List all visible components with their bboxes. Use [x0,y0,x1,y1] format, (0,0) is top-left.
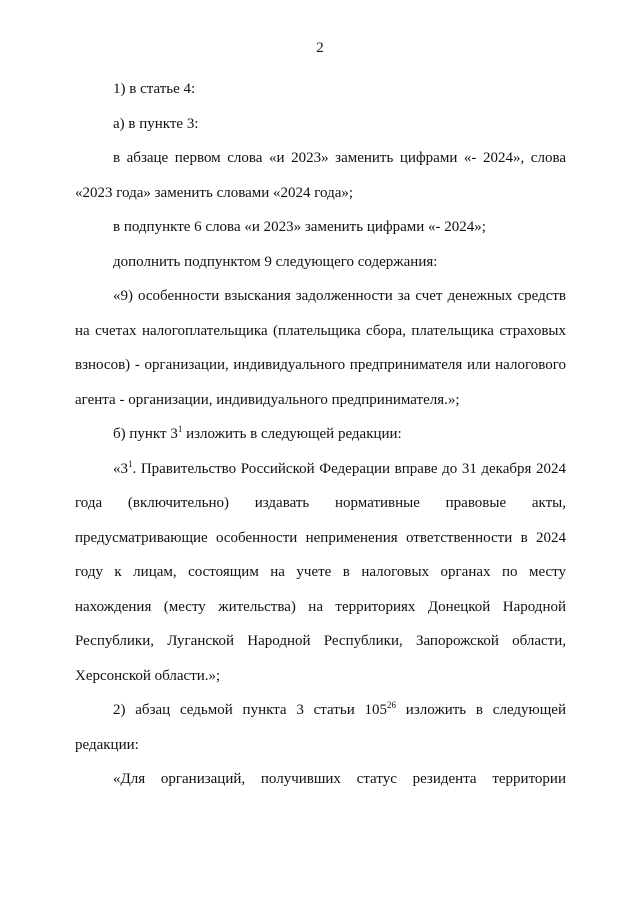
paragraph-article-105-26-after: изложить в следующей редакции: [75,702,566,753]
superscript-1: 1 [128,458,133,469]
paragraph-subitem-6: в подпункте 6 слова «и 2023» заменить цифрами «- 2024»; [113,219,486,235]
paragraph-organizations: «Для организаций, получивших статус резидента территории [113,771,566,787]
paragraph-item-3-1-text-before: «3 [113,460,128,477]
superscript-1: 1 [177,424,183,434]
paragraph-item-3: а) в пункте 3: [113,115,199,132]
paragraph-item-3-1-text [75,452,566,694]
paragraph-item-3-1-before: б) пункт 3 [113,426,178,442]
paragraph-article-105-26-before: 2) абзац седьмой пункта 3 статьи 105 [113,702,388,718]
paragraph-first-abzac: в абзаце первом слова «и 2023» заменить цифрами «- 2024», слова «2023 года» заменить словами «2024 года»; [75,150,566,201]
paragraph-item-3-1-after: изложить в следующей редакции: [182,426,402,442]
paragraph-item-3-1-text-after: . Правительство Российской Федерации вправе до 31 декабря 2024 года (включительно) издавать нормативные правовые акты, предусматривающие особенности неприменения ответственности в 2024 году к лицам, состоящим на учете в налоговых органах по месту нахождения (месту жительства) на территориях Донецкой Народной Республики, Луганской Народной Республики, Запорожской области, Херсонской области.»; [75,460,566,684]
paragraph-item-3-1 [75,417,566,452]
superscript-26: 26 [387,700,397,710]
paragraph-article-4: 1) в статье 4: [113,81,196,97]
page-number: 2 [316,40,324,56]
document-body [75,72,566,797]
paragraph-article-105-26 [75,693,566,762]
paragraph-add-subitem-9: дополнить подпунктом 9 следующего содержания: [113,253,438,270]
paragraph-subitem-9-text: «9) особенности взыскания задолженности за счет денежных средств на счетах налогоплательщика (плательщика сбора, плательщика страховых взносов) - организации, индивидуального предпринимателя или налогового агента - организации, индивидуального предпринимателя.»; [75,288,566,408]
